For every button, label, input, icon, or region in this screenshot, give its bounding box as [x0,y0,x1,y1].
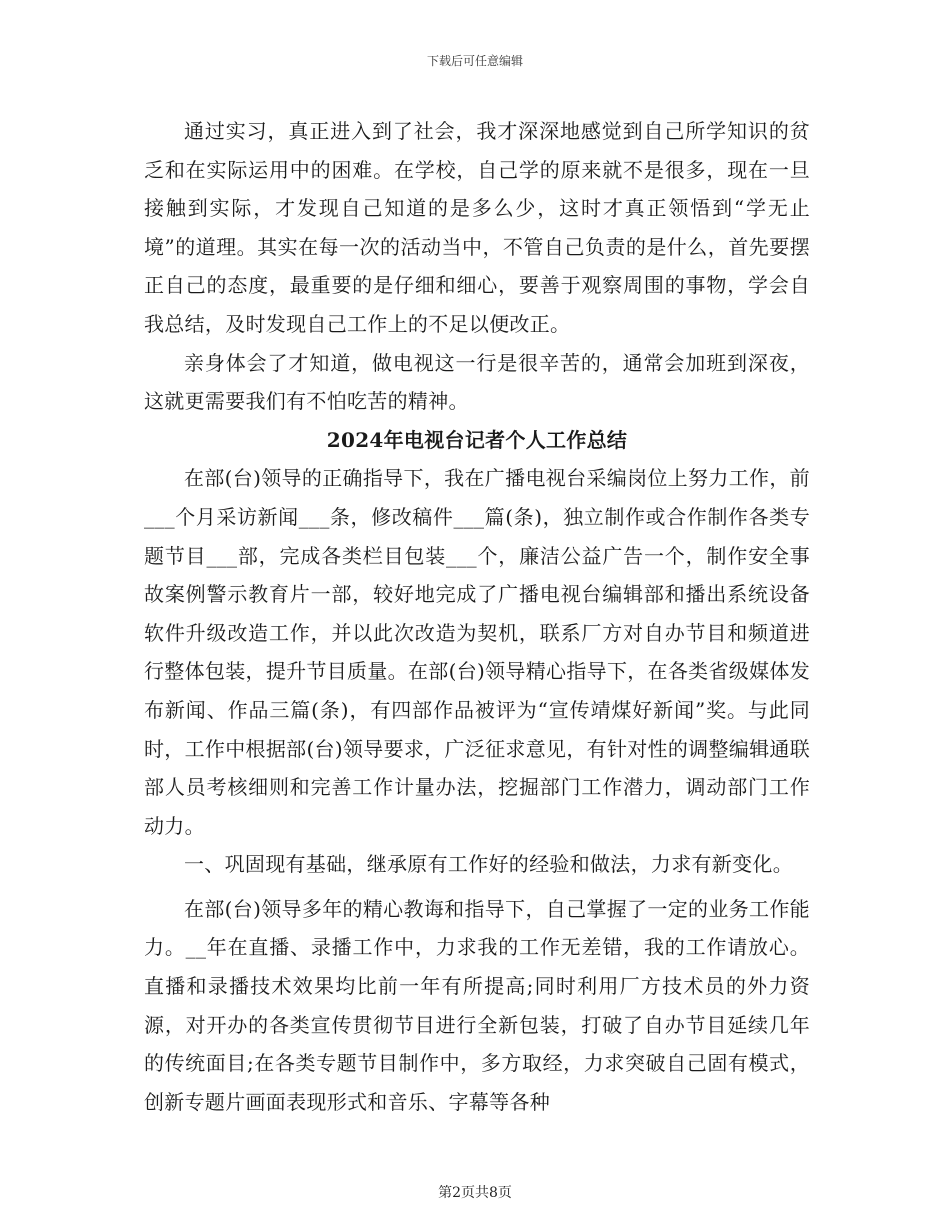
paragraph-heading-one: 一、巩固现有基础，继承原有工作好的经验和做法，力求有新变化。 [184,852,793,877]
paragraph-hardship: 亲身体会了才知道，做电视这一行是很辛苦的，通常会加班到深夜，这就更需要我们有不怕吃苦的精神。 [144,350,810,414]
page-header: 下载后可任意编辑 [426,54,523,68]
page-footer: 第2页共8页 [438,1185,512,1201]
paragraph-work-summary: 在部(台)领导的正确指导下，我在广播电视台采编岗位上努力工作，前___个月采访新闻___条，修改稿件___篇(条)，独立制作或合作制作各类专题节目___部，完成各类栏目包装___个，廉洁公益广告一个，制作安全事故案例警示教育片一部，较好地完成了广播电视台编辑部和播出系统设备软件升级改造工作，并以此次改造为契机，联系厂方对自办节目和频道进行整体包装，提升节目质量。在部(台)领导精心指导下，在各类省级媒体发布新闻、作品三篇(条)，有四部作品被评为“宣传靖煤好新闻”奖。与此同时，工作中根据部(台)领导要求，广泛征求意见，有针对性的调整编辑通联部人员考核细则和完善工作计量办法，挖掘部门工作潜力，调动部门工作动力。 [144,466,810,838]
section-title: 2024年电视台记者个人工作总结 [326,427,628,452]
paragraph-internship-reflection: 通过实习，真正进入到了社会，我才深深地感觉到自己所学知识的贫乏和在实际运用中的困难。在学校，自己学的原来就不是很多，现在一旦接触到实际，才发现自己知道的是多么少，这时才真正领悟到“学无止境”的道理。其实在每一次的活动当中，不管自己负责的是什么，首先要摆正自己的态度，最重要的是仔细和细心，要善于观察周围的事物，学会自我总结，及时发现自己工作上的不足以便改正。 [144,119,810,336]
document-body [144,112,810,1121]
paragraph-skills: 在部(台)领导多年的精心教诲和指导下，自己掌握了一定的业务工作能力。__年在直播、录播工作中，力求我的工作无差错，我的工作请放心。直播和录播技术效果均比前一年有所提高;同时利用厂方技术员的外力资源，对开办的各类宣传贯彻节目进行全新包装，打破了自办节目延续几年的传统面目;在各类专题节目制作中，多方取经，力求突破自己固有模式，创新专题片画面表现形式和音乐、字幕等各种 [144,896,810,1114]
